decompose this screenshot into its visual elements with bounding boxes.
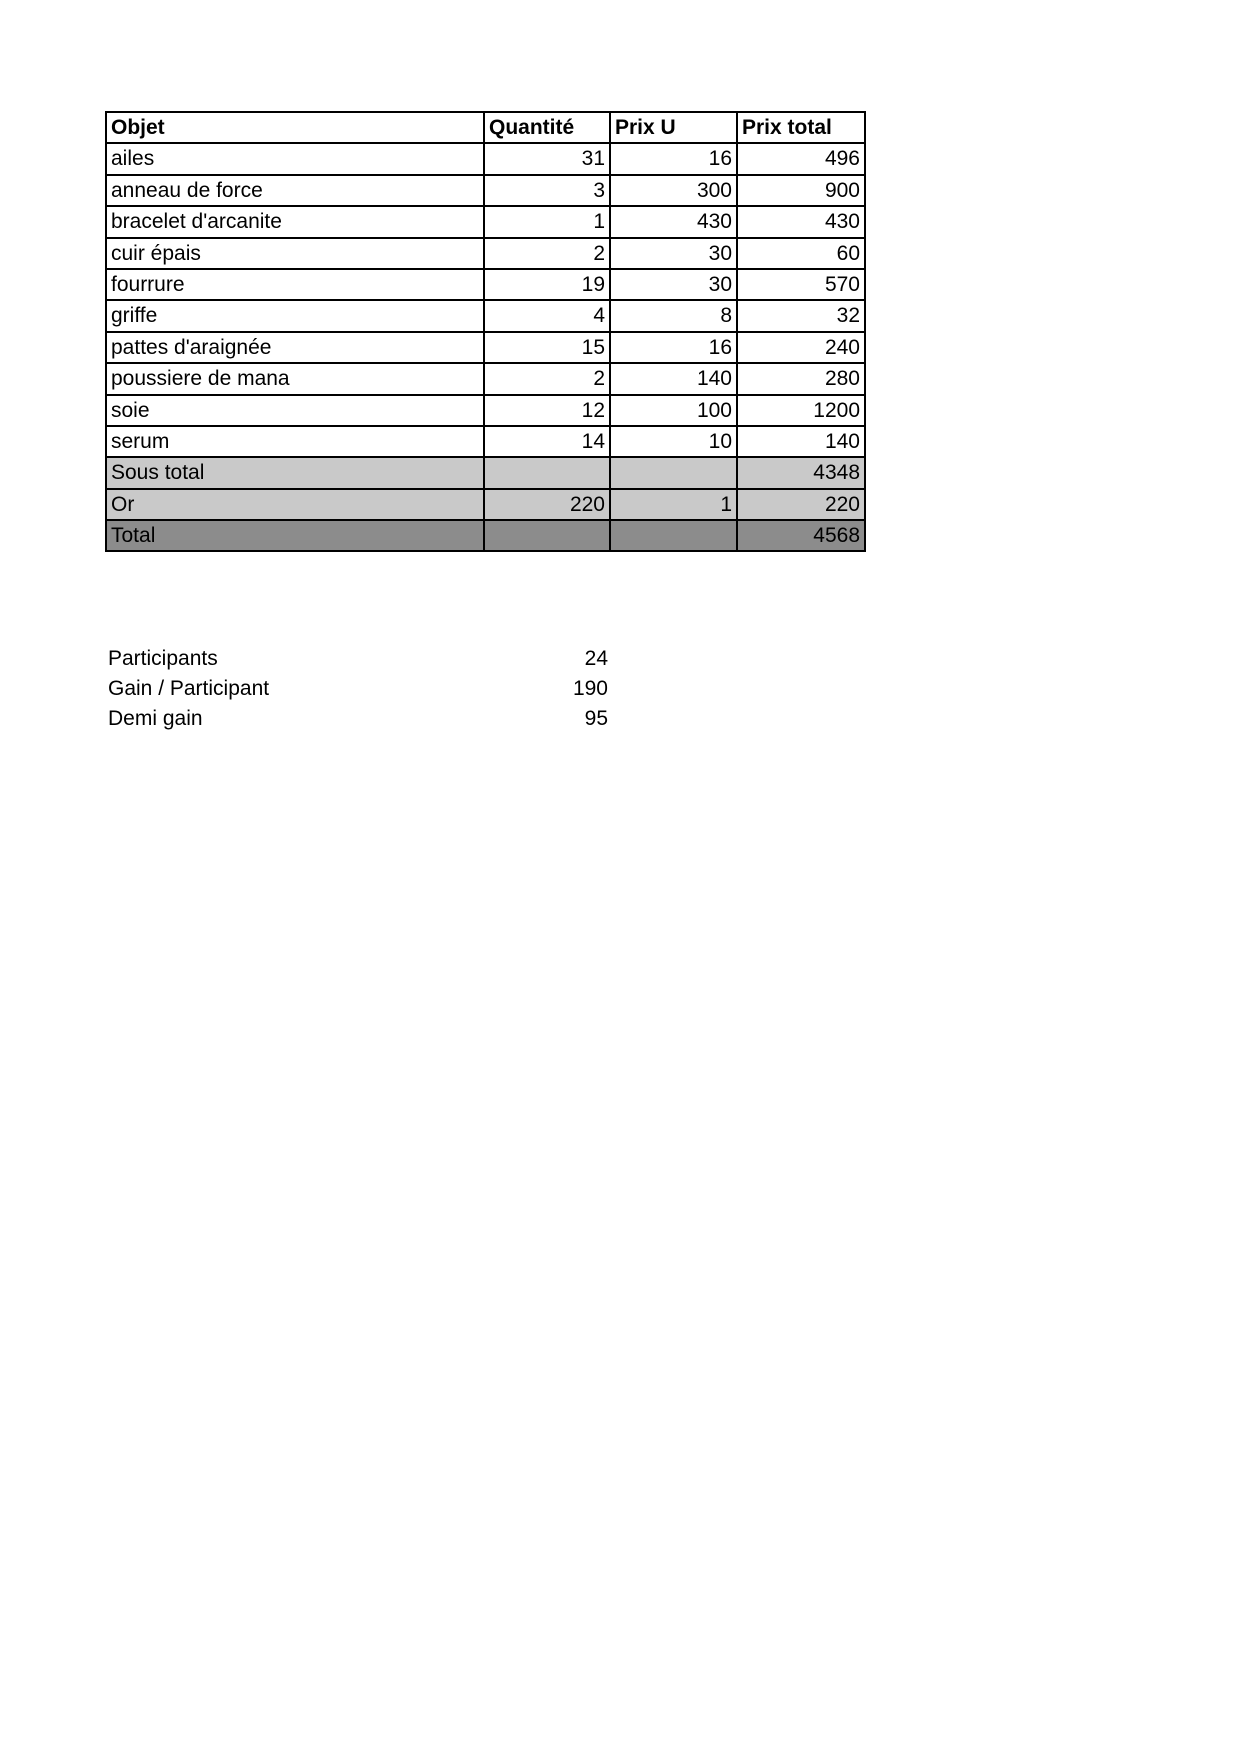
participants-value: 24 xyxy=(584,647,608,670)
cell-prix-total: 280 xyxy=(738,364,864,393)
cell-prix-u: 16 xyxy=(611,144,736,173)
cell-objet: poussiere de mana xyxy=(107,364,483,393)
cell-quantite: 19 xyxy=(485,270,609,299)
cell-prix-u xyxy=(611,458,736,487)
cell-prix-total: 1200 xyxy=(738,396,864,425)
summary-line-gain-participant xyxy=(108,674,608,704)
demi-gain-label: Demi gain xyxy=(108,707,203,730)
header-prix-total: Prix total xyxy=(738,113,864,142)
cell-objet: soie xyxy=(107,396,483,425)
cell-quantite: 4 xyxy=(485,301,609,330)
cell-prix-total: 60 xyxy=(738,239,864,268)
cell-quantite: 14 xyxy=(485,427,609,456)
cell-prix-total: 32 xyxy=(738,301,864,330)
cell-prix-u: 430 xyxy=(611,207,736,236)
cell-quantite: 12 xyxy=(485,396,609,425)
cell-objet: bracelet d'arcanite xyxy=(107,207,483,236)
cell-quantite: 15 xyxy=(485,333,609,362)
cell-or-label: Or xyxy=(107,490,483,519)
cell-prix-total: 496 xyxy=(738,144,864,173)
cell-prix-total: 430 xyxy=(738,207,864,236)
cell-quantite: 2 xyxy=(485,239,609,268)
cell-prix-u: 100 xyxy=(611,396,736,425)
cell-prix-u: 8 xyxy=(611,301,736,330)
cell-prix-u: 1 xyxy=(611,490,736,519)
cell-prix-total: 570 xyxy=(738,270,864,299)
cell-prix-u: 140 xyxy=(611,364,736,393)
demi-gain-value: 95 xyxy=(584,707,608,730)
cell-quantite: 2 xyxy=(485,364,609,393)
header-quantite: Quantité xyxy=(485,113,609,142)
cell-prix-u: 30 xyxy=(611,239,736,268)
cell-prix-u: 16 xyxy=(611,333,736,362)
cell-prix-u: 10 xyxy=(611,427,736,456)
cell-prix-u: 30 xyxy=(611,270,736,299)
cell-prix-total: 240 xyxy=(738,333,864,362)
cell-objet: cuir épais xyxy=(107,239,483,268)
cell-prix-total: 900 xyxy=(738,176,864,205)
cell-objet: serum xyxy=(107,427,483,456)
cell-total-value: 4568 xyxy=(738,521,864,550)
loot-table xyxy=(105,111,866,552)
cell-quantite: 220 xyxy=(485,490,609,519)
cell-prix-total: 140 xyxy=(738,427,864,456)
header-prix-u: Prix U xyxy=(611,113,736,142)
cell-objet: pattes d'araignée xyxy=(107,333,483,362)
cell-or-value: 220 xyxy=(738,490,864,519)
cell-objet: fourrure xyxy=(107,270,483,299)
header-objet: Objet xyxy=(107,113,483,142)
cell-quantite: 1 xyxy=(485,207,609,236)
cell-prix-u: 300 xyxy=(611,176,736,205)
cell-quantite: 31 xyxy=(485,144,609,173)
cell-sous-total-label: Sous total xyxy=(107,458,483,487)
gain-participant-label: Gain / Participant xyxy=(108,677,270,700)
participants-label: Participants xyxy=(108,647,218,670)
summary-line-demi-gain xyxy=(108,704,608,734)
cell-objet: griffe xyxy=(107,301,483,330)
cell-prix-u xyxy=(611,521,736,550)
cell-quantite: 3 xyxy=(485,176,609,205)
cell-sous-total-value: 4348 xyxy=(738,458,864,487)
cell-objet: anneau de force xyxy=(107,176,483,205)
cell-total-label: Total xyxy=(107,521,483,550)
cell-quantite xyxy=(485,521,609,550)
cell-objet: ailes xyxy=(107,144,483,173)
gain-participant-value: 190 xyxy=(572,677,608,700)
cell-quantite xyxy=(485,458,609,487)
summary-block xyxy=(108,644,608,734)
summary-line-participants xyxy=(108,644,608,674)
